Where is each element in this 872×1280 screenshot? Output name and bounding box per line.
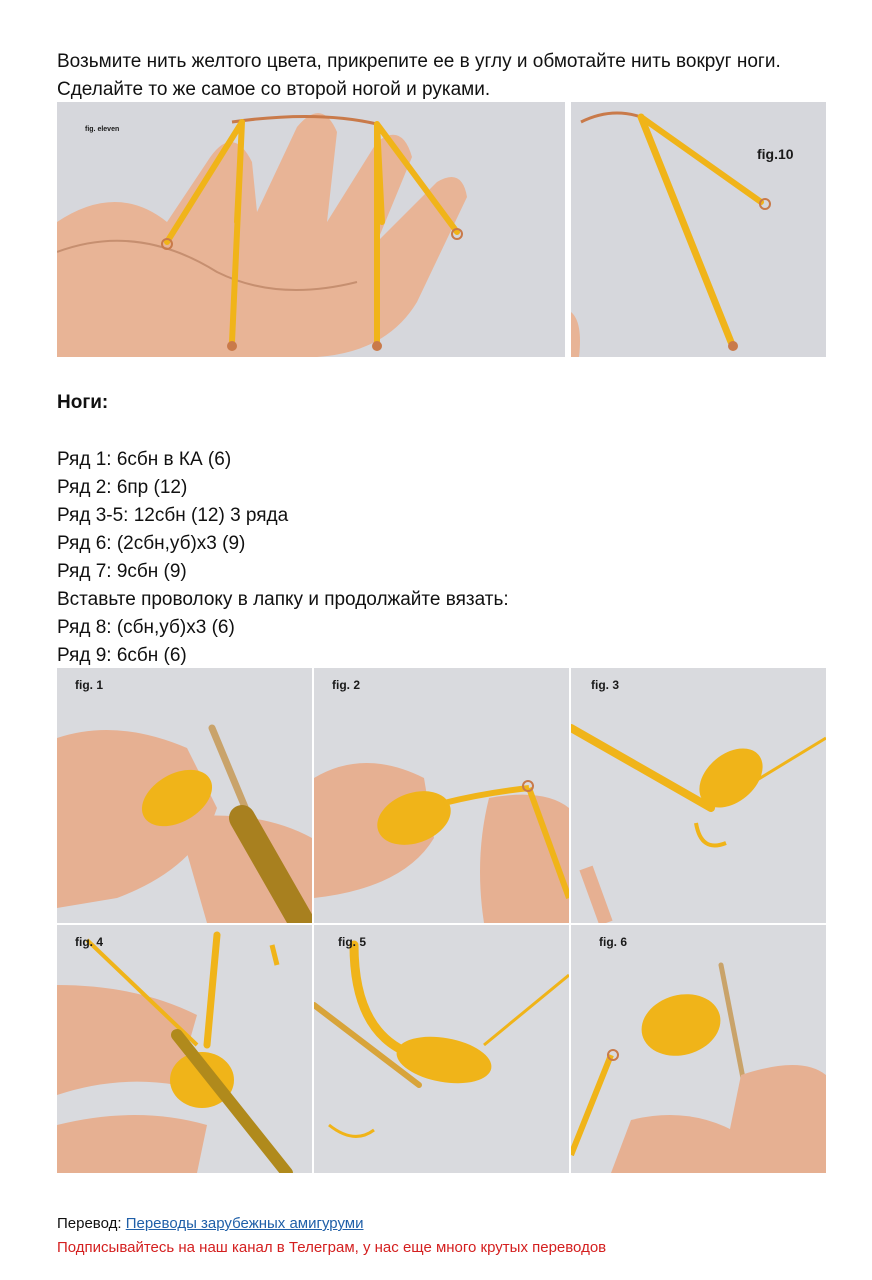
section-title-legs: Ноги: — [57, 392, 109, 413]
pattern-row: Ряд 8: (сбн,уб)х3 (6) — [57, 617, 235, 638]
fig-5-label: fig. 5 — [338, 935, 367, 949]
translation-prefix: Перевод: — [57, 1215, 126, 1232]
intro-text: Возьмите нить желтого цвета, прикрепите ее в углу и обмотайте нить вокруг ноги. Сделайте то же самое со второй ногой и руками. — [57, 51, 781, 100]
pattern-row: Ряд 9: 6сбн (6) — [57, 645, 187, 666]
translation-link[interactable]: Переводы зарубежных амигуруми — [125, 1215, 364, 1232]
pattern-row: Ряд 3-5: 12сбн (12) 3 ряда — [57, 505, 289, 526]
pattern-row: Ряд 2: 6пр (12) — [57, 477, 188, 498]
fig-4-label: fig. 4 — [75, 935, 104, 949]
pattern-rows — [57, 446, 509, 670]
fig-6-label: fig. 6 — [599, 935, 628, 949]
photo-fig-3 — [571, 668, 826, 923]
photo-fig-eleven — [57, 102, 565, 357]
photo-fig-2 — [314, 668, 569, 923]
pattern-row: Ряд 7: 9сбн (9) — [57, 561, 187, 582]
photo-fig-4 — [57, 925, 312, 1173]
fig-3-label: fig. 3 — [591, 678, 620, 692]
fig-10-label: fig.10 — [757, 146, 794, 162]
fig-eleven-label: fig. eleven — [85, 126, 120, 133]
fig-1-label: fig. 1 — [75, 678, 104, 692]
photo-fig-6 — [571, 925, 826, 1173]
pattern-row: Ряд 1: 6сбн в КА (6) — [57, 449, 232, 470]
photo-fig-5 — [314, 925, 569, 1173]
pattern-row: Ряд 6: (2сбн,уб)х3 (9) — [57, 533, 246, 554]
translation-line — [57, 1212, 606, 1236]
photo-fig-10 — [571, 102, 826, 357]
fig-2-label: fig. 2 — [332, 678, 361, 692]
pattern-instruction: Вставьте проволоку в лапку и продолжайте вязать: — [57, 589, 509, 610]
footer — [57, 1212, 606, 1260]
photo-fig-1 — [57, 668, 312, 923]
telegram-promo: Подписывайтесь на наш канал в Телеграм, у нас еще много крутых переводов — [57, 1239, 607, 1256]
